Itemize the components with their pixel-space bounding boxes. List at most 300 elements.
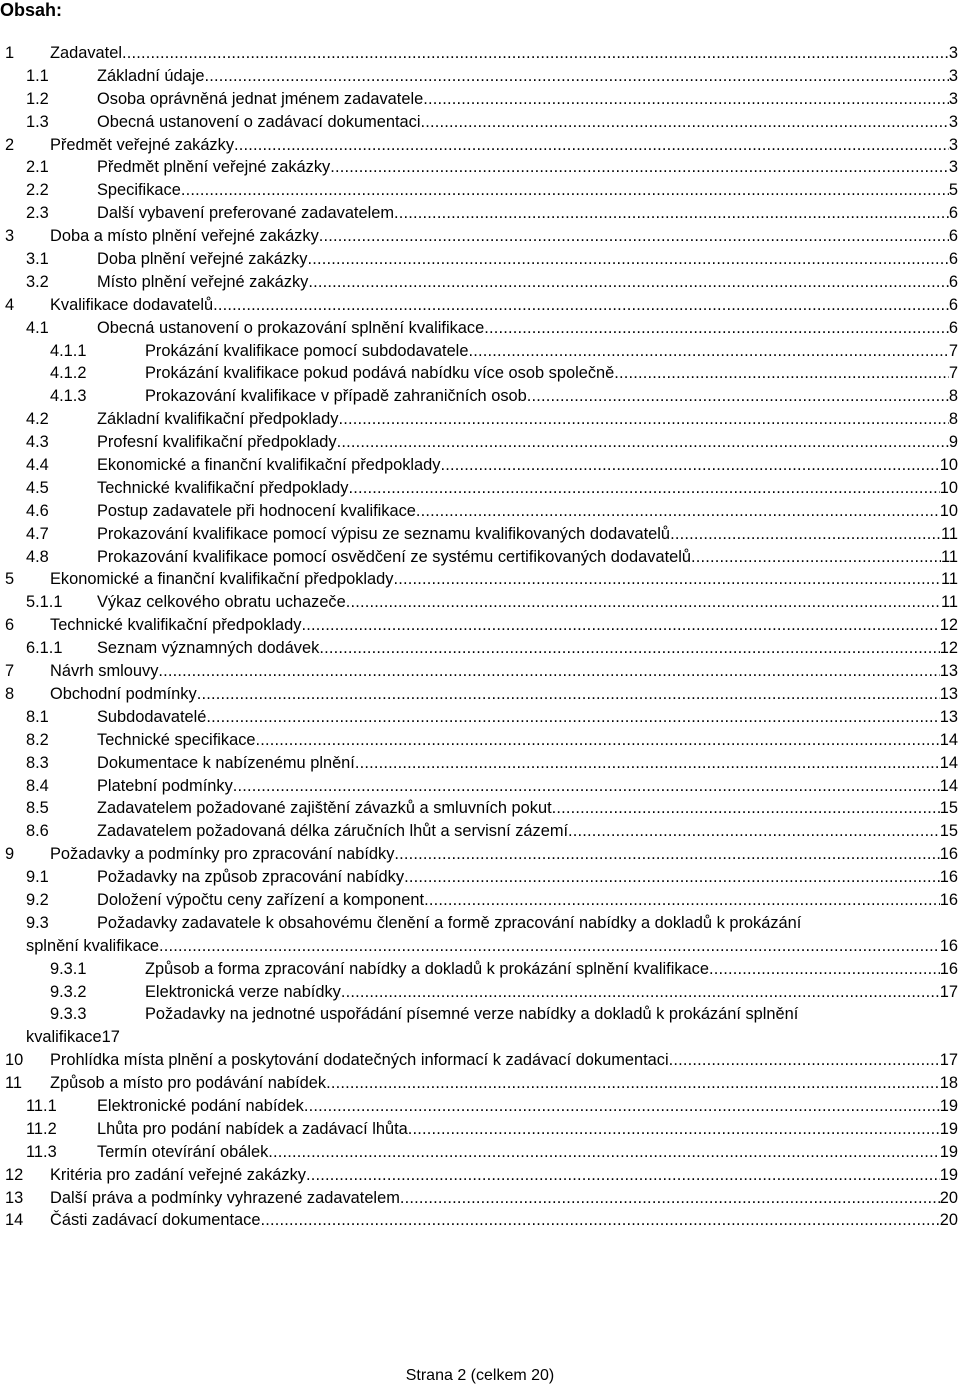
toc-entry-number: 4.7: [26, 524, 49, 543]
toc-entry-page: 11: [940, 593, 958, 612]
toc-entry-title: Prokázání kvalifikace pomocí subdodavatele: [145, 341, 469, 360]
toc-entry-line: [97, 271, 958, 294]
dot-leader: [306, 1164, 940, 1187]
toc-entry-page: 14: [939, 730, 958, 749]
toc-entry-line: [50, 225, 958, 248]
toc-entry-line: [97, 820, 958, 843]
toc-entry[interactable]: [0, 820, 958, 843]
toc-entry-number: 4.3: [26, 433, 49, 452]
toc-entry[interactable]: [0, 683, 958, 706]
toc-entry-title: Prohlídka místa plnění a poskytování dodatečných informací k zadávací dokumentaci: [50, 1051, 669, 1070]
toc-entry-title: Specifikace: [97, 181, 181, 200]
toc-entry-number: 4.5: [26, 478, 49, 497]
toc-entry-title: Výkaz celkového obratu uchazeče: [97, 593, 346, 612]
toc-entry-number: 5: [5, 570, 15, 589]
toc-entry-number: 9.3.3: [50, 1005, 87, 1024]
toc-entry-title: Požadavky na způsob zpracování nabídky: [97, 868, 405, 887]
toc-entry-number: 8.3: [26, 753, 49, 772]
toc-entry-page: 3: [948, 44, 958, 62]
toc-entry-title: Profesní kvalifikační předpoklady: [97, 433, 337, 452]
toc-entry-page: 11: [940, 547, 958, 566]
toc-entry-title: Kritéria pro zadání veřejné zakázky: [50, 1165, 306, 1184]
toc-entry-page: 6: [948, 227, 958, 246]
toc-entry-page: 18: [939, 1074, 958, 1093]
toc-entry-page: 3: [948, 135, 958, 154]
toc-entry-page: 6: [948, 204, 958, 223]
toc-entry-number: 5.1.1: [26, 593, 63, 612]
toc-entry[interactable]: [0, 385, 958, 408]
toc-entry-title: Doba plnění veřejné zakázky: [97, 250, 308, 269]
toc-entry-line: [97, 866, 958, 889]
toc-entry-number: 4.6: [26, 501, 49, 520]
toc-entry-line: [50, 843, 958, 866]
toc-entry-title: Technické specifikace: [97, 730, 256, 749]
toc-entry-line: [50, 1209, 958, 1232]
dot-leader: [158, 660, 939, 683]
toc-entry-title: splnění kvalifikace: [26, 936, 160, 955]
dot-leader: [338, 408, 948, 431]
toc-entry-line: [50, 134, 958, 157]
toc-entry-page: 20: [939, 1188, 958, 1207]
toc-entry-title: Obchodní podmínky: [50, 684, 197, 703]
toc-entry-number: 8.1: [26, 707, 49, 726]
toc-entry-page: 17: [101, 1028, 120, 1047]
toc-entry-title: Zadavatelem požadovaná délka záručních lhůt a servisní zázemí: [97, 822, 569, 841]
toc-entry[interactable]: [0, 271, 958, 294]
toc-entry[interactable]: [0, 981, 958, 1004]
toc-entry-number: 6.1.1: [26, 639, 63, 658]
toc-entry[interactable]: [0, 362, 958, 385]
toc-entry-number: 3.1: [26, 250, 49, 269]
toc-entry-line: [145, 340, 958, 363]
dot-leader: [234, 134, 949, 157]
toc-entry-line: [97, 500, 958, 523]
toc-entry[interactable]: [0, 156, 958, 179]
toc-entry-title: Osoba oprávněná jednat jménem zadavatele: [97, 89, 424, 108]
toc-entry[interactable]: [0, 340, 958, 363]
toc-entry-page: 6: [948, 272, 958, 291]
toc-entry-line: [97, 752, 958, 775]
dot-leader: [304, 1095, 940, 1118]
toc-entry[interactable]: [0, 1095, 958, 1118]
toc-entry-page: 9: [948, 433, 958, 452]
toc-entry-number: 4.1.1: [50, 341, 87, 360]
dot-leader: [268, 1141, 939, 1164]
toc-entry-line: [50, 1187, 958, 1210]
toc-entry-title: Platební podmínky: [97, 776, 233, 795]
toc-entry-line: [97, 729, 958, 752]
toc-entry-line: [97, 775, 958, 798]
toc-entry-number: 2.1: [26, 158, 49, 177]
toc-entry-line: [97, 546, 958, 569]
dot-leader: [614, 362, 949, 385]
dot-leader: [233, 775, 940, 798]
dot-leader: [669, 1049, 940, 1072]
toc-entry-title: Předmět veřejné zakázky: [50, 135, 235, 154]
toc-entry-page: 7: [948, 364, 958, 383]
toc-entry-page: 7: [948, 341, 958, 360]
toc-entry[interactable]: [0, 294, 958, 317]
toc-entry-page: 15: [939, 799, 958, 818]
toc-entry-continuation[interactable]: [0, 935, 958, 958]
toc-entry-number: 9.2: [26, 890, 49, 909]
toc-entry-title: Způsob a místo pro podávání nabídek: [50, 1074, 327, 1093]
toc-entry-number: 14: [5, 1211, 24, 1230]
toc-entry[interactable]: [0, 912, 958, 935]
toc-entry[interactable]: [0, 706, 958, 729]
toc-entry-page: 16: [939, 890, 958, 909]
toc-entry[interactable]: [0, 614, 958, 637]
toc-entry[interactable]: [0, 843, 958, 866]
toc-entry-number: 4.4: [26, 456, 49, 475]
toc-entry-title: Elektronická verze nabídky: [145, 982, 341, 1001]
toc-entry-title: Požadavky a podmínky pro zpracování nabídky: [50, 845, 395, 864]
toc-entry-line: [26, 1026, 958, 1049]
toc-entry-number: 11: [5, 1074, 23, 1093]
toc-entry-line: [97, 1095, 958, 1118]
dot-leader: [394, 202, 949, 225]
toc-entry-title: Zadavatelem požadované zajištění závazků a smluvních pokut: [97, 799, 552, 818]
toc-entry-number: 4: [5, 295, 15, 314]
toc-entry-page: 13: [939, 707, 958, 726]
toc-entry-line: [97, 454, 958, 477]
toc-entry-title: Ekonomické a finanční kvalifikační předpoklady: [97, 456, 441, 475]
toc-entry-number: 9.3.1: [50, 959, 87, 978]
toc-entry-line: [97, 591, 958, 614]
toc-entry-continuation[interactable]: [0, 1026, 958, 1049]
toc-entry-page: 12: [939, 639, 958, 658]
dot-leader: [691, 546, 941, 569]
toc-entry[interactable]: [0, 500, 958, 523]
dot-leader: [206, 706, 939, 729]
toc-entry[interactable]: [0, 134, 958, 157]
toc-entry[interactable]: [0, 179, 958, 202]
toc-entry-title: Prokazování kvalifikace v případě zahraničních osob: [145, 387, 527, 406]
toc-entry[interactable]: [0, 42, 958, 65]
toc-entry-page: 17: [939, 982, 958, 1001]
toc-entry-number: 1.3: [26, 112, 49, 131]
toc-entry[interactable]: [0, 591, 958, 614]
toc-entry-number: 11.1: [26, 1096, 57, 1115]
dot-leader: [122, 42, 949, 65]
toc-entry-title: Lhůta pro podání nabídek a zadávací lhůta: [97, 1119, 408, 1138]
dot-leader: [205, 65, 949, 88]
toc-entry-line: [50, 1164, 958, 1187]
toc-entry[interactable]: [0, 317, 958, 340]
dot-leader: [341, 981, 940, 1004]
toc-entry-page: 15: [939, 822, 958, 841]
dot-leader: [670, 523, 941, 546]
dot-leader: [420, 111, 948, 134]
toc-entry-number: 8.4: [26, 776, 49, 795]
toc-entry-number: 2.2: [26, 181, 49, 200]
toc-entry-title: Obecná ustanovení o prokazování splnění kvalifikace: [97, 318, 485, 337]
toc-entry-line: [97, 431, 958, 454]
dot-leader: [346, 591, 941, 614]
toc-entry-page: 12: [939, 616, 958, 635]
toc-entry-page: 19: [939, 1142, 958, 1161]
toc-entry-page: 16: [939, 936, 958, 955]
toc-entry[interactable]: [0, 1209, 958, 1232]
toc-entry-number: 2.3: [26, 204, 49, 223]
dot-leader: [348, 477, 939, 500]
toc-entry[interactable]: [0, 454, 958, 477]
toc-entry[interactable]: [0, 523, 958, 546]
toc-entry-page: 19: [939, 1119, 958, 1138]
toc-entry[interactable]: [0, 431, 958, 454]
toc-entry-page: 8: [948, 410, 958, 429]
dot-leader: [330, 156, 949, 179]
toc-entry-number: 9: [5, 845, 15, 864]
toc-entry-number: 4.1.2: [50, 364, 87, 383]
dot-leader: [416, 500, 940, 523]
toc-entry-page: 6: [948, 318, 958, 337]
toc-entry-line: [97, 1141, 958, 1164]
dot-leader: [159, 935, 940, 958]
toc-entry[interactable]: [0, 111, 958, 134]
toc-entry-number: 4.1.3: [50, 387, 87, 406]
toc-entry-number: 9.1: [26, 868, 49, 887]
toc-entry-title: Prokázání kvalifikace pokud podává nabídku více osob společně: [145, 364, 615, 383]
toc-entry[interactable]: [0, 1072, 958, 1095]
toc-entry-page: 3: [948, 89, 958, 108]
toc-entry-number: 2: [5, 135, 15, 154]
toc-entry-line: [97, 1118, 958, 1141]
toc-entry-page: 16: [939, 845, 958, 864]
toc-entry-page: 5: [948, 181, 958, 200]
toc-entry-page: 17: [939, 1051, 958, 1070]
dot-leader: [308, 271, 949, 294]
dot-leader: [400, 1187, 940, 1210]
dot-leader: [181, 179, 949, 202]
toc-entry-page: 10: [939, 456, 958, 475]
dot-leader: [337, 431, 949, 454]
toc-entry-line: [97, 408, 958, 431]
dot-leader: [552, 797, 940, 820]
toc-entry-title: Postup zadavatele při hodnocení kvalifikace: [97, 501, 416, 520]
toc-entry-line: [50, 42, 958, 65]
toc-entry-number: 3.2: [26, 272, 49, 291]
toc-entry-page: 19: [939, 1165, 958, 1184]
dot-leader: [326, 1072, 940, 1095]
toc-entry-page: 14: [939, 776, 958, 795]
dot-leader: [484, 317, 949, 340]
toc-entry-title: kvalifikace: [26, 1028, 102, 1047]
toc-entry[interactable]: [0, 637, 958, 660]
toc-entry-number: 8.5: [26, 799, 49, 818]
toc-entry-title: Zadavatel: [50, 44, 122, 62]
toc-heading: Obsah:: [0, 0, 63, 20]
toc-entry-title: Doložení výpočtu ceny zařízení a komponent: [97, 890, 425, 909]
toc-entry-line: [50, 294, 958, 317]
toc-entry-page: 11: [940, 570, 958, 589]
toc-entry-title: Základní kvalifikační předpoklady: [97, 410, 339, 429]
toc-entry-number: 4.8: [26, 547, 49, 566]
toc-entry-number: 4.2: [26, 410, 49, 429]
toc-entry-number: 1: [5, 44, 15, 62]
toc-entry-title: Způsob a forma zpracování nabídky a dokladů k prokázání splnění kvalifikace: [145, 959, 709, 978]
toc-entry-title: Dokumentace k nabízenému plnění: [97, 753, 355, 772]
toc-entry[interactable]: [0, 889, 958, 912]
toc-entry-page: 3: [948, 158, 958, 177]
table-of-contents: [0, 42, 958, 1232]
toc-entry-line: [26, 935, 958, 958]
toc-entry-page: 14: [939, 753, 958, 772]
toc-entry-title: Další práva a podmínky vyhrazené zadavatelem: [50, 1188, 400, 1207]
dot-leader: [424, 889, 940, 912]
toc-entry-line: [97, 111, 958, 134]
toc-entry-title: Seznam významných dodávek: [97, 639, 320, 658]
toc-entry-page: 16: [939, 868, 958, 887]
toc-entry[interactable]: [0, 546, 958, 569]
toc-entry-title: Základní údaje: [97, 66, 205, 85]
dot-leader: [256, 729, 940, 752]
toc-entry-line: [97, 202, 958, 225]
toc-entry-title: Další vybavení preferované zadavatelem: [97, 204, 395, 223]
toc-entry-title: Požadavky zadavatele k obsahovému členění a formě zpracování nabídky a dokladů k prokázání: [97, 913, 802, 932]
toc-entry-title: Elektronické podání nabídek: [97, 1096, 304, 1115]
toc-entry-title: Prokazování kvalifikace pomocí osvědčení ze systému certifikovaných dodavatelů: [97, 547, 692, 566]
toc-entry-line: [97, 797, 958, 820]
toc-entry-line: [50, 683, 958, 706]
toc-entry-page: 3: [948, 112, 958, 131]
dot-leader: [355, 752, 940, 775]
toc-entry-line: [50, 1072, 958, 1095]
toc-entry-page: 13: [939, 662, 958, 681]
toc-entry-line: [97, 88, 958, 111]
toc-entry[interactable]: [0, 752, 958, 775]
toc-entry-title: Části zadávací dokumentace: [50, 1211, 261, 1230]
toc-entry-page: 20: [939, 1211, 958, 1230]
dot-leader: [197, 683, 940, 706]
toc-entry[interactable]: [0, 866, 958, 889]
toc-entry-number: 1.1: [26, 66, 49, 85]
toc-entry-page: 10: [939, 478, 958, 497]
toc-entry[interactable]: [0, 729, 958, 752]
toc-entry-title: Návrh smlouvy: [50, 662, 159, 681]
toc-entry-page: 6: [948, 250, 958, 269]
toc-entry-line: [97, 65, 958, 88]
toc-entry-line: [97, 637, 958, 660]
toc-entry[interactable]: [0, 660, 958, 683]
toc-entry-line: [97, 156, 958, 179]
toc-entry-title: Předmět plnění veřejné zakázky: [97, 158, 331, 177]
toc-entry[interactable]: [0, 225, 958, 248]
toc-entry[interactable]: [0, 1187, 958, 1210]
toc-entry-number: 11.2: [26, 1119, 57, 1138]
toc-entry-page: 19: [939, 1096, 958, 1115]
toc-entry-line: [50, 660, 958, 683]
toc-entry[interactable]: [0, 477, 958, 500]
dot-leader: [568, 820, 940, 843]
toc-entry[interactable]: [0, 88, 958, 111]
toc-entry[interactable]: [0, 1164, 958, 1187]
toc-entry-page: 11: [940, 524, 958, 543]
dot-leader: [404, 866, 940, 889]
dot-leader: [213, 294, 949, 317]
toc-entry[interactable]: [0, 568, 958, 591]
toc-entry[interactable]: [0, 1118, 958, 1141]
dot-leader: [408, 1118, 940, 1141]
toc-entry-title: Ekonomické a finanční kvalifikační předpoklady: [50, 570, 394, 589]
toc-entry-title: Místo plnění veřejné zakázky: [97, 272, 309, 291]
toc-entry[interactable]: [0, 958, 958, 981]
toc-entry-line: [97, 889, 958, 912]
toc-entry-line: [97, 179, 958, 202]
toc-entry-title: Termín otevírání obálek: [97, 1142, 269, 1161]
dot-leader: [319, 637, 939, 660]
toc-entry[interactable]: [0, 1141, 958, 1164]
toc-entry-number: 4.1: [26, 318, 49, 337]
toc-entry-number: 6: [5, 616, 15, 635]
toc-entry-page: 16: [939, 959, 958, 978]
toc-entry-number: 11.3: [26, 1142, 57, 1161]
toc-entry[interactable]: [0, 797, 958, 820]
toc-entry-page: 8: [948, 387, 958, 406]
toc-entry-number: 1.2: [26, 89, 49, 108]
toc-entry-line: [97, 523, 958, 546]
toc-entry-number: 8: [5, 684, 15, 703]
toc-entry-page: 6: [948, 295, 958, 314]
dot-leader: [468, 340, 948, 363]
toc-entry[interactable]: [0, 1049, 958, 1072]
toc-entry-line: [50, 1049, 958, 1072]
dot-leader: [527, 385, 949, 408]
toc-entry-number: 7: [5, 662, 15, 681]
toc-entry-line: [145, 362, 958, 385]
dot-leader: [393, 568, 941, 591]
toc-entry[interactable]: [0, 202, 958, 225]
toc-entry-line: [145, 385, 958, 408]
toc-entry-number: 9.3: [26, 913, 49, 932]
toc-entry[interactable]: [0, 408, 958, 431]
toc-entry-line: [50, 614, 958, 637]
dot-leader: [709, 958, 940, 981]
toc-entry-line: [50, 568, 958, 591]
toc-entry-line: [145, 981, 958, 1004]
toc-entry-title: Technické kvalifikační předpoklady: [50, 616, 302, 635]
toc-entry-page: 10: [939, 501, 958, 520]
toc-entry-title: Požadavky na jednotné uspořádání písemné verze nabídky a dokladů k prokázání splnění: [145, 1005, 799, 1024]
toc-entry-page: 3: [948, 66, 958, 85]
toc-entry[interactable]: [0, 775, 958, 798]
toc-entry-line: [97, 248, 958, 271]
toc-entry-number: 13: [5, 1188, 24, 1207]
toc-entry-number: 8.2: [26, 730, 49, 749]
dot-leader: [423, 88, 949, 111]
toc-entry-line: [145, 958, 958, 981]
toc-entry-line: [97, 317, 958, 340]
dot-leader: [301, 614, 939, 637]
toc-entry[interactable]: [0, 65, 958, 88]
toc-entry[interactable]: [0, 1003, 958, 1026]
toc-entry-line: [97, 477, 958, 500]
toc-entry[interactable]: [0, 248, 958, 271]
toc-entry-line: [97, 706, 958, 729]
toc-entry-title: Prokazování kvalifikace pomocí výpisu ze seznamu kvalifikovaných dodavatelů: [97, 524, 671, 543]
dot-leader: [260, 1209, 939, 1232]
toc-entry-title: Kvalifikace dodavatelů: [50, 295, 214, 314]
toc-entry-title: Technické kvalifikační předpoklady: [97, 478, 349, 497]
toc-entry-number: 8.6: [26, 822, 49, 841]
toc-entry-number: 3: [5, 227, 15, 246]
dot-leader: [440, 454, 939, 477]
toc-entry-title: Doba a místo plnění veřejné zakázky: [50, 227, 319, 246]
toc-entry-number: 12: [5, 1165, 24, 1184]
toc-entry-title: Subdodavatelé: [97, 707, 207, 726]
dot-leader: [319, 225, 949, 248]
toc-entry-number: 9.3.2: [50, 982, 87, 1001]
